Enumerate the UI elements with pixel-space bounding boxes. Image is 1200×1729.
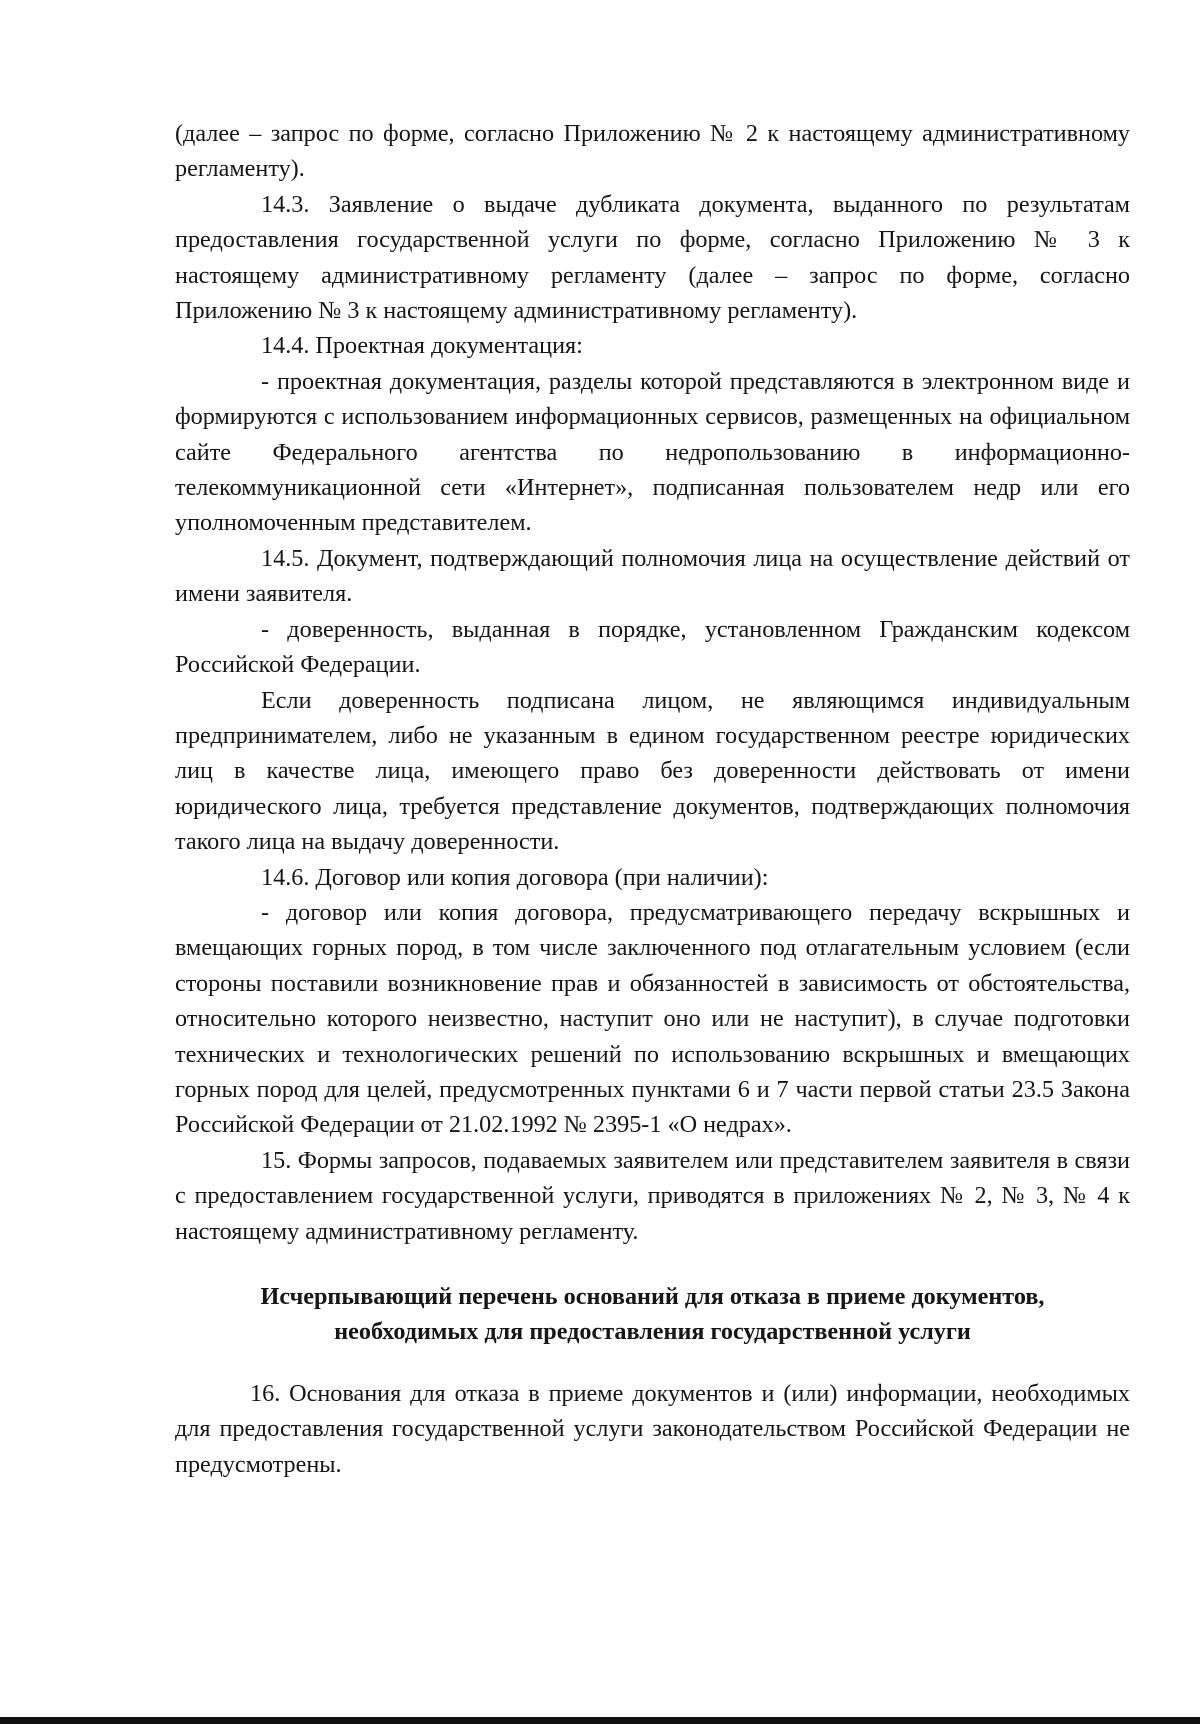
paragraph-15: 15. Формы запросов, подаваемых заявителем или представителем заявителя в связи с предоставлением государственной услуги, приводятся в приложениях № 2, № 3, № 4 к настоящему административному регламенту.: [175, 1146, 1130, 1245]
paragraph-attorney-conditions: Если доверенность подписана лицом, не являющимся индивидуальным предпринимателем, либо не указанным в едином государственном реестре юридических лиц в качестве лица, имеющего право без доверенности действовать от имени юридического лица, требуется представление документов, подтверждающих полномочия такого лица на выдачу доверенности.: [175, 686, 1130, 856]
bottom-scan-edge: [0, 1717, 1200, 1724]
document-body: [175, 116, 1130, 1482]
paragraph-14-5: 14.5. Документ, подтверждающий полномочия лица на осуществление действий от имени заявителя.: [175, 544, 1130, 608]
paragraph-14-4: 14.4. Проектная документация:: [261, 332, 583, 360]
paragraph-14-3: 14.3. Заявление о выдаче дубликата документа, выданного по результатам предоставления государственной услуги по форме, согласно Приложению № 3 к настоящему административному регламенту (далее – запрос по форме, согласно Приложению № 3 к настоящему административному регламенту).: [175, 190, 1130, 325]
paragraph-power-of-attorney: - доверенность, выданная в порядке, установленном Гражданским кодексом Российской Федерации.: [175, 615, 1130, 679]
paragraph-16: 16. Основания для отказа в приеме документов и (или) информации, необходимых для предоставления государственной услуги законодательством Российской Федерации не предусмотрены.: [175, 1379, 1130, 1478]
section-heading: Исчерпывающий перечень оснований для отказа в приеме документов, необходимых для предоставления государственной услуги: [260, 1283, 1045, 1346]
paragraph-contract: - договор или копия договора, предусматривающего передачу вскрышных и вмещающих горных пород, в том числе заключенного под отлагательным условием (если стороны поставили возникновение прав и обязанностей в зависимость от обстоятельства, относительно которого неизвестно, наступит оно или не наступит), в случае подготовки технических и технологических решений по использованию вскрышных и вмещающих горных пород для целей, предусмотренных пунктами 6 и 7 части первой статьи 23.5 Закона Российской Федерации от 21.02.1992 № 2395-1 «О недрах».: [175, 898, 1130, 1139]
paragraph-project-docs: - проектная документация, разделы которой представляются в электронном виде и формируются с использованием информационных сервисов, размещенных на официальном сайте Федерального агентства по недропользованию в информационно-телекоммуникационной сети «Интернет», подписанная пользователем недр или его уполномоченным представителем.: [175, 367, 1130, 537]
paragraph-continuation: (далее – запрос по форме, согласно Приложению № 2 к настоящему административному регламенту).: [175, 120, 1130, 183]
paragraph-14-6: 14.6. Договор или копия договора (при наличии):: [261, 863, 769, 891]
